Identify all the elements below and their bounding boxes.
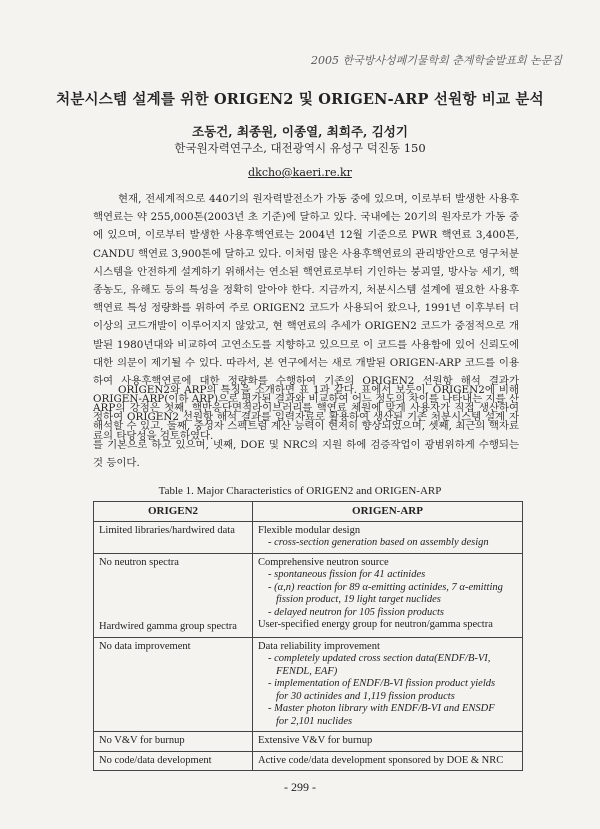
page-number: - 299 - — [284, 780, 316, 794]
table-header-row — [94, 502, 523, 522]
table-caption: Table 1. Major Characteristics of ORIGEN2 and ORIGEN-ARP — [158, 485, 442, 497]
cell-right: Extensive V&V for burnup — [253, 732, 523, 752]
feature-detail: - delayed neutron for 105 fission products — [268, 606, 444, 618]
cell-right — [253, 521, 523, 553]
header-origen2: ORIGEN2 — [94, 502, 253, 522]
feature-detail: - completely updated cross section data(ENDF/B-VI, — [268, 653, 491, 664]
feature-title: Comprehensive neutron source — [258, 556, 389, 568]
affiliation: 한국원자력연구소, 대전광역시 유성구 덕진동 150 — [174, 141, 426, 155]
cell-right: Active code/data development sponsored by DOE & NRC — [253, 751, 523, 771]
authors: 조동건, 최종원, 이종열, 최희주, 김성기 — [192, 124, 408, 139]
feature-detail: fission product, 19 light target nuclides — [276, 594, 441, 605]
table-row — [94, 521, 523, 553]
comparison-table — [93, 501, 523, 771]
table-row — [94, 637, 523, 732]
cell-left: No V&V for burnup — [94, 732, 253, 752]
cell-left: No code/data development — [94, 751, 253, 771]
cell-left — [94, 553, 253, 637]
feature-detail: FENDL, EAF) — [276, 665, 338, 677]
table-row — [94, 732, 523, 752]
table-row — [94, 553, 523, 637]
cell-left-bottom: Hardwired gamma group spectra — [99, 621, 237, 632]
cell-right — [253, 553, 523, 637]
feature-title: Flexible modular design — [258, 524, 361, 536]
conference-header: 2005 한국방사성폐기물학회 춘계학술발표회 논문집 — [310, 54, 562, 67]
feature-detail: - spontaneous fission for 41 actinides — [268, 569, 426, 580]
cell-spacer — [99, 569, 247, 621]
feature-detail: - cross-section generation based on assembly design — [268, 537, 489, 548]
feature-detail: for 2,101 nuclides — [276, 715, 353, 727]
paper-title: 처분시스템 설계를 위한 ORIGEN2 및 ORIGEN-ARP 선원항 비교 분석 — [56, 91, 544, 108]
feature-title: Data reliability improvement — [258, 640, 380, 652]
paragraph-intro: 현재, 전세계적으로 440기의 원자력발전소가 가동 중에 있으며, 이로부터 발생한 사용후핵연료는 약 255,000톤(2003년 초 기준)에 달하고 있다. 국내에는 20기의 원자로가 가동 중에 있으며, 이로부터 발생한 사용후핵연료는 2004년 12월 기준으로 PWR 핵연료 3,400톤, CANDU 핵연료 3,900톤에 달하고 있다. 이처럼 많은 사용후핵연료의 관리방안으로 영구처분시스템을 안전하게 설계하기 위해서는 연소된 핵연료로부터 기인하는 붕괴열, 방사능 세기, 핵종농도, 유해도 등의 특성을 정확히 알아야 한다. 지금까지, 처분시스템 설계에 필요한 사용후핵연료 특성 정량화를 위하여 주로 ORIGEN2 코드가 사용되어 왔으나, 1991년 이후부터 더 이상의 코드개발이 이루어지지 않았고, 현 핵연료의 추세가 ORIGEN2 코드가 중점적으로 개발된 1980년대와 비교하여 고연소도를 지향하고 있으므로 이 코드를 사용함에 있어 신뢰도에 대한 의문이 제기될 수 있다. 따라서, 본 연구에서는 새로 개발된 ORIGEN-ARP 코드를 이용하여 사용후핵연료에 대한 정량화를 수행하여 기존의 ORIGEN2 선원항 해석 결과가 ORIGEN-ARP(이하 ARP)으로 평가된 결과와 비교하여 어느 정도의 차이를 나타내는 지를 산정하여 ORIGEN2 선원항 해석 결과를 입력자료로 활용하여 생산된 기존 처분시스템 설계 자료의 타당성을 검토하였다. — [93, 193, 519, 442]
cell-left-top: No neutron spectra — [99, 556, 179, 568]
feature-detail: for 30 actinides and 1,119 fission products — [276, 690, 455, 702]
cell-left: Limited libraries/hardwired data — [94, 521, 253, 553]
feature-detail: - (α,n) reaction for 89 α-emitting actinides, 7 α-emitting — [268, 581, 503, 593]
feature-title: User-specified energy group for neutron/gamma spectra — [258, 619, 493, 630]
cell-left: No data improvement — [94, 637, 253, 732]
header-origen-arp: ORIGEN-ARP — [253, 502, 523, 522]
email-link[interactable]: dkcho@kaeri.re.kr — [248, 166, 352, 179]
paragraph-comparison: ORIGEN2와 ARP의 특징을 소개하면 표 1과 같다. 표에서 보듯이, ORIGEN2에 비해 ARP의 강점은 첫째, 핵반응단면적라이브러리를 핵연료 체원에 맞게 사용자가 직접 생산하여 해석할 수 있고, 둘째, 중성자 스펙트럼 계산 능력이 현저히 향상되었으며, 셋째, 최근의 핵자료를 기본으로 하고 있으며, 넷째, DOE 및 NRC의 지원 하에 검증작업이 광범위하게 수행되는 것 등이다. — [93, 384, 519, 469]
cell-right — [253, 637, 523, 732]
table-row — [94, 751, 523, 771]
feature-detail: - implementation of ENDF/B-VI fission product yields — [268, 678, 496, 689]
feature-detail: - Master photon library with ENDF/B-VI and ENSDF — [268, 703, 495, 714]
